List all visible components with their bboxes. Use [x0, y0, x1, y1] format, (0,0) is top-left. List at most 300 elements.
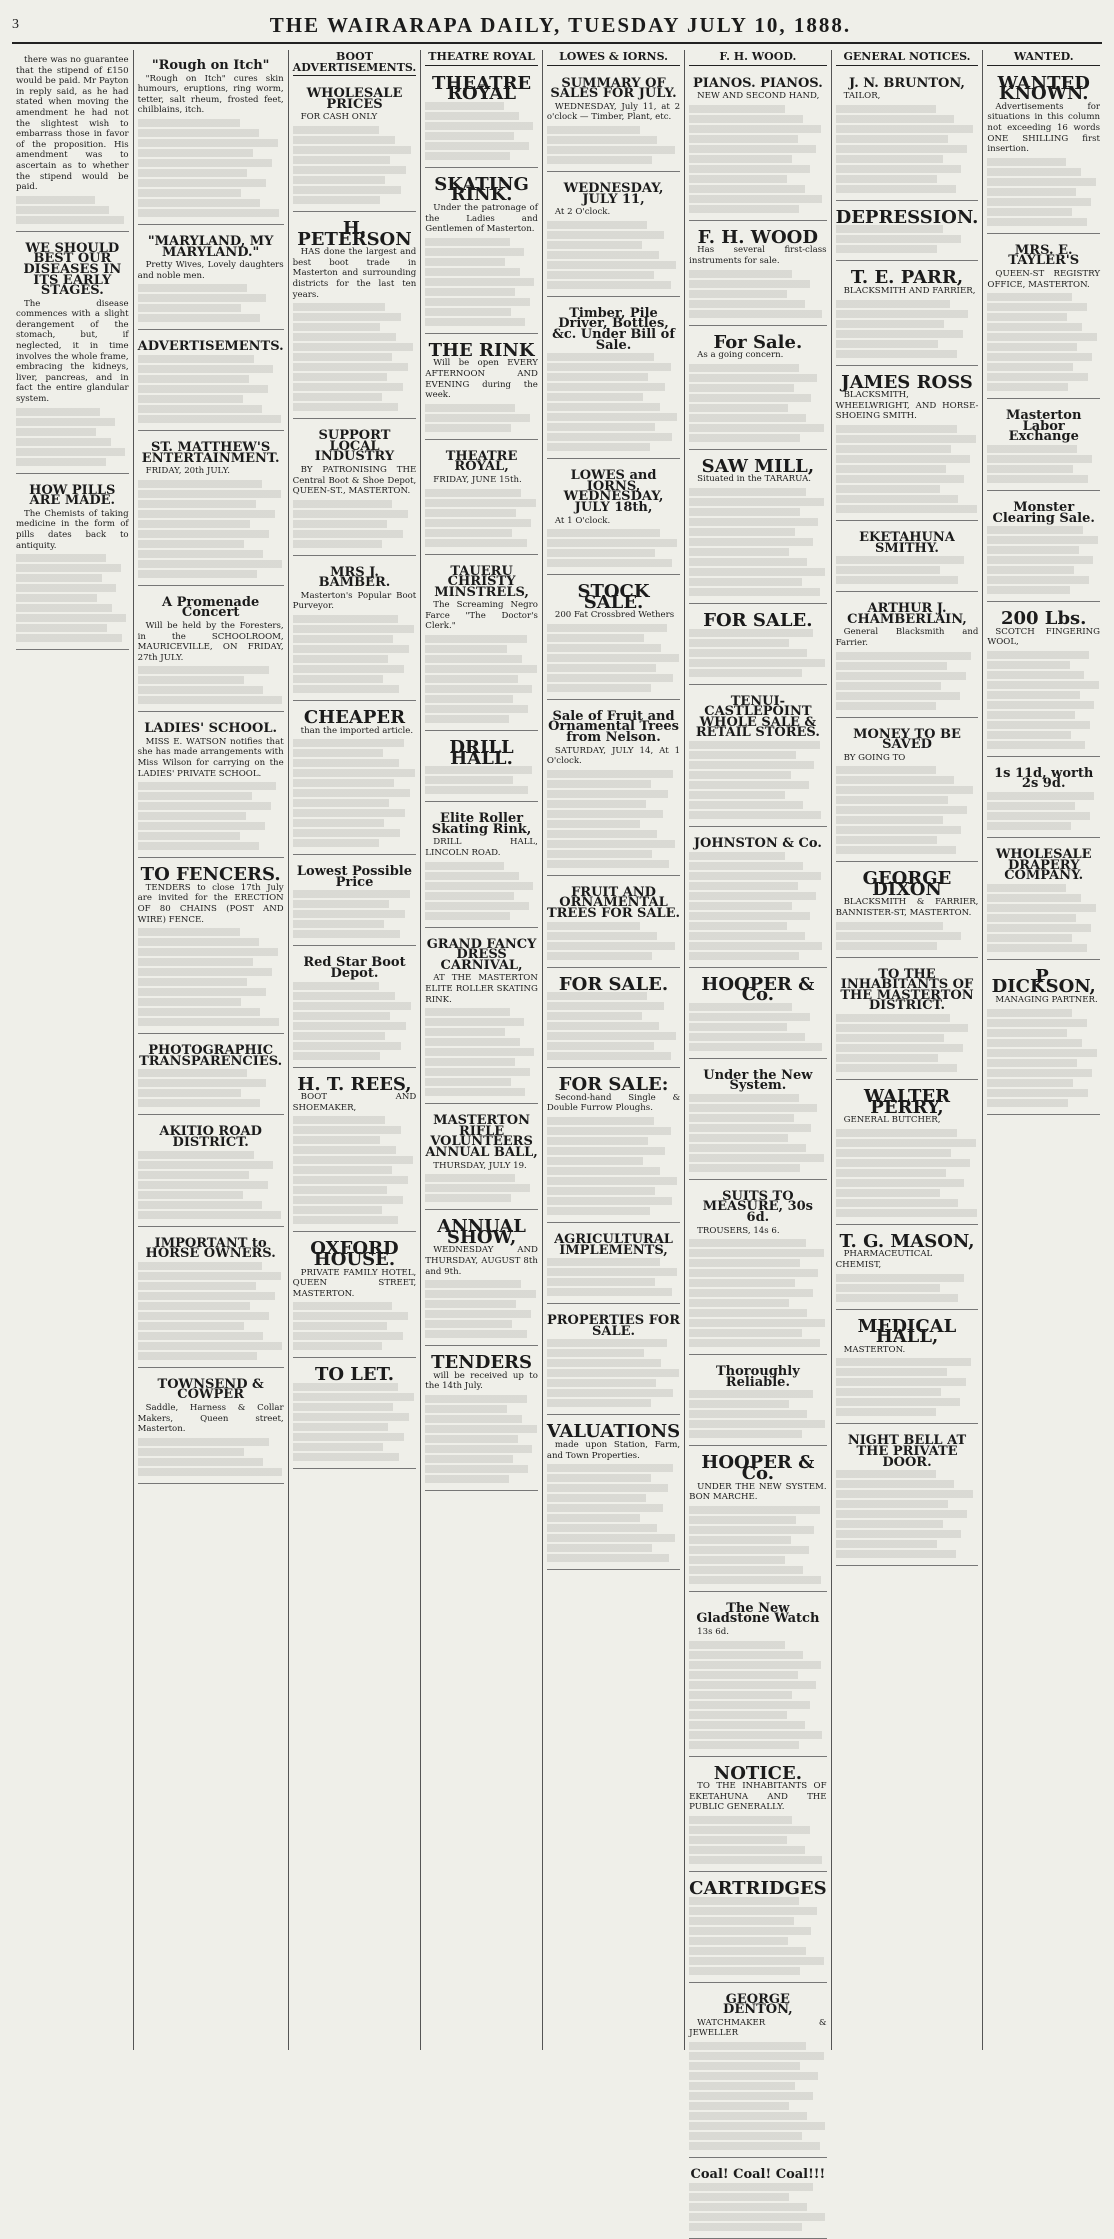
print-line: [293, 136, 396, 144]
print-line: [425, 1310, 531, 1318]
print-line: [689, 1947, 806, 1955]
print-line: [547, 800, 646, 808]
print-line: [836, 435, 976, 443]
print-line: [293, 799, 389, 807]
advertisement: [547, 70, 680, 172]
print-line: [836, 846, 956, 854]
print-line: [138, 480, 262, 488]
ad-heading: MRS. E. TAYLER'S: [1008, 242, 1080, 269]
print-line: [293, 1383, 398, 1391]
print-line: [836, 105, 936, 113]
advertisement: [689, 1595, 826, 1757]
print-line: [547, 684, 651, 692]
print-line: [689, 1816, 792, 1824]
print-line: [689, 912, 810, 920]
advertisement: [293, 704, 417, 855]
print-line: [425, 1415, 522, 1423]
print-line: [836, 1014, 950, 1022]
print-line: [293, 1196, 403, 1204]
advertisement: [547, 703, 680, 876]
advertisement: [293, 858, 417, 946]
ad-body: FRIDAY, 20th JULY.: [145, 466, 231, 477]
print-line: [836, 455, 970, 463]
print-line: [293, 1002, 412, 1010]
advertisement: [138, 1371, 284, 1484]
print-line: [547, 1544, 652, 1552]
print-line: [987, 445, 1077, 453]
print-line: [138, 199, 261, 207]
print-line: [689, 2183, 813, 2191]
ad-body: Masterton's Popular Boot Purveyor.: [292, 590, 417, 612]
page-number: 3: [12, 17, 19, 32]
print-line: [689, 1836, 787, 1844]
print-line: [425, 1038, 520, 1046]
print-line: [16, 574, 102, 582]
ad-heading: WEDNESDAY, JULY 11,: [563, 180, 664, 207]
ad-heading: TOWNSEND & COWPER: [157, 1376, 264, 1403]
print-line: [836, 816, 943, 824]
column-heading: THEATRE ROYAL: [425, 52, 538, 66]
print-line: [689, 1104, 817, 1112]
print-line: [293, 1156, 413, 1164]
print-line: [987, 721, 1089, 729]
print-line: [138, 385, 268, 393]
print-line: [547, 992, 647, 1000]
print-line: [547, 443, 650, 451]
advertisement: [689, 329, 826, 450]
ad-heading: A Promenade Concert: [162, 594, 260, 621]
print-line: [547, 221, 647, 229]
print-line: [425, 404, 515, 412]
ad-heading: CARTRIDGES: [689, 1877, 827, 1899]
masthead-title: THE WAIRARAPA DAILY, TUESDAY JULY 10, 1888.: [269, 12, 852, 37]
ad-heading: WHOLESALE PRICES: [306, 86, 403, 112]
print-line: [425, 1445, 532, 1453]
column-heading: F. H. WOOD.: [689, 52, 826, 66]
print-line: [293, 1136, 381, 1144]
print-line: [689, 528, 795, 536]
column-3: [289, 50, 422, 2050]
print-line: [836, 806, 967, 814]
print-line: [987, 323, 1082, 331]
print-line: [547, 1167, 660, 1175]
print-line: [138, 179, 267, 187]
ad-heading: NIGHT BELL AT THE PRIVATE DOOR.: [847, 1433, 967, 1470]
print-line: [547, 770, 674, 778]
print-line: [987, 691, 1079, 699]
column-heading: BOOT ADVERTISEMENTS.: [293, 52, 417, 76]
print-line: [138, 1211, 281, 1219]
print-line: [138, 1201, 262, 1209]
print-line: [987, 1089, 1087, 1097]
ad-heading: LOWES and IORNS, WEDNESDAY, JULY 18th,: [563, 468, 664, 515]
ad-heading: CHEAPER: [303, 707, 406, 729]
print-line: [425, 695, 513, 703]
masthead: [12, 8, 1102, 44]
print-line: [138, 696, 283, 704]
print-line: [689, 1003, 792, 1011]
print-line: [138, 520, 250, 528]
print-line: [138, 294, 267, 302]
print-line: [689, 2092, 813, 2100]
print-line: [547, 1197, 672, 1205]
print-line: [836, 1540, 937, 1548]
print-line: [987, 363, 1073, 371]
print-line: [689, 1420, 825, 1428]
ad-heading: "MARYLAND, MY MARYLAND.": [147, 233, 274, 260]
print-line: [689, 1043, 822, 1051]
ad-heading: MRS J. BAMBER.: [318, 564, 391, 591]
print-line: [425, 1174, 515, 1182]
ad-heading: TENDERS: [431, 1352, 532, 1374]
ad-heading: FOR SALE:: [558, 1074, 669, 1096]
advertisement: [547, 879, 680, 968]
print-line: [836, 1388, 942, 1396]
print-line: [547, 413, 678, 421]
column-1: [12, 50, 134, 2050]
advertisement: [689, 453, 826, 604]
print-line: [293, 363, 408, 371]
ad-body: 200 Fat Crossbred Wethers: [554, 610, 675, 621]
print-line: [836, 682, 942, 690]
ad-heading: GEORGE DIXON: [862, 868, 952, 900]
advertisement: [425, 734, 538, 802]
advertisement: [425, 1349, 538, 1491]
print-line: [689, 115, 803, 123]
print-line: [689, 1390, 813, 1398]
print-line: [836, 1358, 972, 1366]
print-line: [836, 776, 955, 784]
print-line: [547, 1514, 640, 1522]
ad-heading: SUMMARY OF SALES FOR JULY.: [550, 75, 677, 102]
print-line: [425, 645, 507, 653]
print-line: [689, 1691, 792, 1699]
print-line: [138, 998, 242, 1006]
print-line: [425, 268, 520, 276]
print-line: [138, 540, 245, 548]
ad-body: Will be open EVERY AFTERNOON AND EVENING during the week.: [425, 358, 538, 401]
ad-body: THURSDAY, JULY 19.: [433, 1160, 527, 1171]
print-line: [987, 741, 1085, 749]
print-line: [987, 198, 1091, 206]
ad-body: will be received up to the 14th July.: [425, 1370, 538, 1392]
print-line: [987, 383, 1068, 391]
print-line: [689, 1721, 804, 1729]
print-line: [293, 749, 383, 757]
print-line: [293, 540, 382, 548]
print-line: [547, 1389, 674, 1397]
advertisement: [138, 434, 284, 586]
print-line: [425, 1194, 511, 1202]
print-line: [425, 1425, 536, 1433]
print-line: [547, 780, 651, 788]
advertisement: [547, 462, 680, 575]
print-line: [547, 1137, 648, 1145]
print-line: [425, 499, 535, 507]
print-line: [138, 1079, 267, 1087]
print-line: [293, 1433, 404, 1441]
print-line: [836, 135, 949, 143]
print-line: [689, 125, 821, 133]
print-line: [293, 890, 410, 898]
print-line: [689, 424, 824, 432]
print-line: [547, 1369, 679, 1377]
advertisement: [836, 961, 979, 1080]
print-line: [138, 1468, 283, 1476]
print-line: [987, 475, 1087, 483]
print-line: [987, 711, 1075, 719]
print-line: [293, 645, 409, 653]
print-line: [547, 922, 640, 930]
print-line: [689, 1576, 821, 1584]
print-line: [836, 1480, 955, 1488]
advertisement: [425, 1107, 538, 1210]
print-line: [987, 812, 1089, 820]
ad-heading: H. T. REES,: [297, 1073, 412, 1095]
advertisement: [836, 595, 979, 717]
print-line: [138, 988, 267, 996]
print-line: [293, 1322, 387, 1330]
print-line: [425, 112, 518, 120]
print-line: [689, 801, 803, 809]
advertisement: [689, 1449, 826, 1591]
print-line: [689, 741, 820, 749]
print-line: [836, 922, 943, 930]
print-line: [987, 1099, 1068, 1107]
print-line: [836, 1054, 939, 1062]
print-line: [836, 836, 937, 844]
ad-body: At 2 O'clock.: [554, 207, 611, 218]
print-line: [138, 782, 277, 790]
ad-heading: T. E. PARR,: [850, 267, 964, 289]
print-line: [836, 495, 959, 503]
print-line: [689, 862, 803, 870]
print-line: [987, 536, 1097, 544]
ad-body: Under the patronage of the Ladies and Gentlemen of Masterton.: [425, 202, 538, 235]
print-line: [425, 1028, 505, 1036]
print-line: [689, 1566, 803, 1574]
print-line: [689, 1641, 785, 1649]
print-line: [425, 862, 504, 870]
print-line: [547, 1127, 671, 1135]
print-line: [689, 404, 788, 412]
print-line: [547, 1157, 643, 1165]
ad-heading: AGRICULTURAL IMPLEMENTS,: [554, 1232, 673, 1258]
print-line: [547, 1339, 667, 1347]
print-line: [547, 433, 672, 441]
print-line: [425, 912, 509, 920]
print-line: [689, 2112, 807, 2120]
print-line: [293, 1302, 392, 1310]
print-line: [689, 384, 793, 392]
print-line: [547, 1022, 659, 1030]
ad-heading: SKATING RINK.: [434, 173, 529, 206]
print-line: [293, 759, 399, 767]
print-line: [987, 373, 1087, 381]
print-line: [547, 810, 663, 818]
column-6: [685, 50, 831, 2182]
print-line: [16, 564, 121, 572]
ad-body: The Chemists of taking medicine in the form of pills dates back to antiquity.: [16, 508, 129, 551]
print-line: [138, 666, 269, 674]
print-line: [138, 1262, 262, 1270]
print-line: [293, 1216, 398, 1224]
ad-heading: Thoroughly Reliable.: [715, 1364, 800, 1390]
print-line: [836, 786, 973, 794]
ad-heading: J. N. BRUNTON,: [849, 75, 965, 91]
print-line: [138, 842, 259, 850]
print-line: [293, 930, 401, 938]
print-line: [425, 1395, 526, 1403]
print-line: [987, 1069, 1092, 1077]
print-line: [689, 1856, 822, 1864]
print-line: [425, 715, 508, 723]
advertisement: [547, 1226, 680, 1304]
print-line: [836, 1490, 973, 1498]
print-line: [836, 1530, 962, 1538]
ad-heading: TENUI-CASTLEPOINT WHOLE SALE & RETAIL STORES.: [695, 693, 820, 741]
print-line: [425, 1290, 535, 1298]
print-line: [836, 165, 962, 173]
print-line: [293, 769, 415, 777]
advertisement: [425, 70, 538, 168]
print-line: [293, 789, 410, 797]
advertisement: [138, 228, 284, 330]
print-line: [138, 1302, 250, 1310]
advertisement: [425, 931, 538, 1105]
ad-body: NEW AND SECOND HAND,: [697, 91, 820, 102]
print-line: [836, 485, 940, 493]
print-line: [689, 2213, 825, 2221]
print-line: [987, 1029, 1067, 1037]
ad-body: TAILOR,: [843, 91, 881, 102]
print-line: [138, 978, 248, 986]
advertisement: [138, 861, 284, 1034]
advertisement: [293, 1361, 417, 1469]
print-line: [293, 373, 387, 381]
advertisement: [689, 1358, 826, 1446]
advertisement: [138, 333, 284, 431]
ad-heading: JOHNSTON & Co.: [693, 835, 822, 851]
advertisement: [138, 52, 284, 225]
print-line: [689, 882, 798, 890]
print-line: [836, 1034, 945, 1042]
print-line: [689, 1917, 793, 1925]
print-line: [16, 634, 122, 642]
print-line: [987, 944, 1086, 952]
column-4: [421, 50, 543, 2050]
advertisement: [987, 841, 1100, 960]
print-line: [293, 333, 397, 341]
print-line: [16, 594, 97, 602]
print-line: [689, 1651, 803, 1659]
ad-body: BY GOING TO: [843, 752, 906, 763]
print-line: [138, 1312, 269, 1320]
advertisement: [547, 578, 680, 700]
print-line: [689, 1701, 810, 1709]
print-line: [293, 1453, 399, 1461]
print-line: [547, 1504, 663, 1512]
print-line: [689, 902, 792, 910]
print-line: [987, 1079, 1073, 1087]
advertisement: [547, 971, 680, 1069]
ad-body: than the imported article.: [300, 725, 414, 736]
print-line: [547, 1147, 666, 1155]
advertisement: [293, 215, 417, 419]
advertisement: [836, 524, 979, 592]
print-line: [547, 1177, 678, 1185]
ad-body: 13s 6d.: [697, 1627, 729, 1637]
print-line: [425, 308, 511, 316]
print-line: [138, 314, 261, 322]
print-line: [293, 530, 403, 538]
advertisement: [689, 1760, 826, 1872]
ad-heading: Timber, Pile Driver, Bottles, &c. Under Bill of Sale.: [552, 305, 675, 353]
ad-heading: F. H. WOOD: [697, 226, 818, 248]
print-line: [547, 850, 652, 858]
print-line: [138, 1099, 261, 1107]
ad-heading: MEDICAL HALL,: [857, 1315, 957, 1348]
print-line: [987, 586, 1069, 594]
print-line: [689, 558, 807, 566]
print-line: [689, 852, 785, 860]
advertisement: [836, 70, 979, 201]
ad-heading: P. DICKSON,: [991, 965, 1096, 998]
print-line: [836, 1294, 959, 1302]
print-line: [547, 559, 672, 567]
print-line: [689, 588, 820, 596]
ad-body: FOR CASH ONLY: [300, 112, 378, 123]
print-line: [293, 186, 402, 194]
print-line: [987, 884, 1066, 892]
print-line: [138, 415, 281, 423]
print-line: [138, 1322, 245, 1330]
print-line: [138, 1458, 264, 1466]
columns: [12, 50, 1104, 2182]
print-line: [689, 508, 800, 516]
print-line: [987, 218, 1086, 226]
print-line: [689, 280, 810, 288]
print-line: [293, 1042, 402, 1050]
print-line: [836, 702, 936, 710]
advertisement: [689, 607, 826, 685]
print-line: [293, 1413, 409, 1421]
print-line: [293, 510, 408, 518]
print-line: [547, 373, 648, 381]
ad-heading: FOR SALE.: [703, 609, 813, 631]
print-line: [836, 566, 940, 574]
ad-body: PHARMACEUTICAL CHEMIST,: [835, 1249, 933, 1270]
print-line: [689, 761, 814, 769]
ad-heading: SUPPORT LOCAL INDUSTRY: [314, 428, 395, 465]
print-line: [138, 510, 275, 518]
advertisement: [293, 1071, 417, 1233]
print-line: [425, 1475, 508, 1483]
ad-heading: MONEY TO BE SAVED: [853, 726, 961, 753]
print-line: [293, 615, 398, 623]
advertisement: [293, 559, 417, 701]
print-line: [689, 1967, 800, 1975]
print-line: [987, 701, 1094, 709]
ad-heading: WANTED KNOWN.: [997, 72, 1090, 105]
print-line: [689, 2082, 795, 2090]
print-line: [547, 820, 640, 828]
ad-heading: THEATRE ROYAL,: [445, 448, 518, 475]
print-line: [138, 1191, 243, 1199]
print-line: [836, 330, 963, 338]
print-line: [293, 176, 386, 184]
print-line: [138, 1272, 281, 1280]
